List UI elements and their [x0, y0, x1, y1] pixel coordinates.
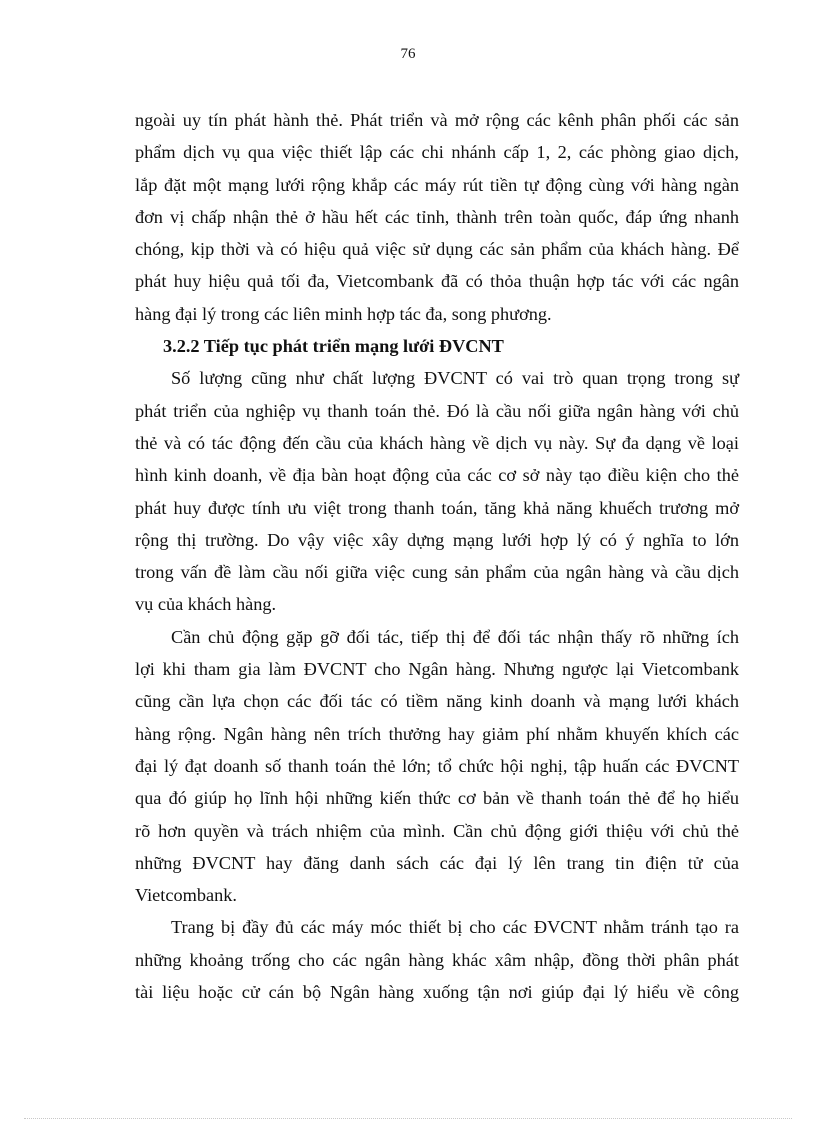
text-line: Cần chủ động gặp gỡ đối tác, tiếp thị để đối tác nhận thấy rõ những ích [171, 626, 739, 647]
text-line: lợi khi tham gia làm ĐVCNT cho Ngân hàng. Nhưng ngược lại Vietcombank [135, 659, 739, 680]
text-line: tài liệu hoặc cử cán bộ Ngân hàng xuống tận nơi giúp đại lý hiểu về công [135, 982, 739, 1003]
text-line: Trang bị đầy đủ các máy móc thiết bị cho các ĐVCNT nhằm tránh tạo ra [171, 917, 739, 938]
page-number: 76 [400, 46, 416, 62]
text-line: trong vấn đề làm cầu nối giữa việc cung sản phẩm của ngân hàng và cầu dịch [135, 562, 739, 583]
page-bottom-border [24, 1118, 792, 1119]
text-line: những ĐVCNT hay đăng danh sách các đại lý lên trang tin điện tử của [135, 852, 739, 873]
text-line: Vietcombank. [135, 885, 237, 906]
text-line: hàng rộng. Ngân hàng nên trích thưởng hay giảm phí nhằm khuyến khích các [135, 723, 739, 744]
text-line: phẩm dịch vụ qua việc thiết lập các chi nhánh cấp 1, 2, các phòng giao dịch, [135, 142, 739, 163]
text-line: phát huy hiệu quả tối đa, Vietcombank đã có thỏa thuận hợp tác với các ngân [135, 271, 739, 292]
document-body [135, 104, 739, 1008]
text-line: rộng thị trường. Do vậy việc xây dựng mạng lưới hợp lý có ý nghĩa to lớn [135, 529, 739, 550]
text-line: lắp đặt một mạng lưới rộng khắp các máy rút tiền tự động cùng với hàng ngàn [135, 174, 739, 195]
text-line: thẻ và có tác động đến cầu của khách hàng về dịch vụ này. Sự đa dạng về loại [135, 432, 739, 453]
text-line: những khoảng trống cho các ngân hàng khác xâm nhập, đồng thời phân phát [135, 949, 739, 970]
text-line: phát huy được tính ưu việt trong thanh toán, tăng khả năng khuếch trương mở [135, 497, 739, 518]
text-line: cũng cần lựa chọn các đối tác có tiềm năng kinh doanh và mạng lưới khách [135, 691, 739, 712]
text-line: rõ hơn quyền và trách nhiệm của mình. Cần chủ động giới thiệu với chủ thẻ [135, 820, 739, 841]
text-line: chóng, kịp thời và có hiệu quả việc sử dụng các sản phẩm của khách hàng. Để [135, 239, 739, 260]
text-line: hàng đại lý trong các liên minh hợp tác đa, song phương. [135, 303, 552, 324]
text-line: đơn vị chấp nhận thẻ ở hầu hết các tỉnh, thành trên toàn quốc, đáp ứng nhanh [135, 206, 739, 227]
text-line: vụ của khách hàng. [135, 594, 277, 615]
text-line: ngoài uy tín phát hành thẻ. Phát triển và mở rộng các kênh phân phối các sản [135, 110, 739, 130]
section-heading: 3.2.2 Tiếp tục phát triển mạng lưới ĐVCNT [163, 336, 504, 357]
text-line: hình kinh doanh, về địa bàn hoạt động của các cơ sở này tạo điều kiện cho thẻ [135, 465, 739, 486]
text-line: phát triển của nghiệp vụ thanh toán thẻ. Đó là cầu nối giữa ngân hàng với chủ [135, 400, 739, 421]
text-line: đại lý đạt doanh số thanh toán thẻ lớn; tổ chức hội nghị, tập huấn các ĐVCNT [135, 755, 739, 776]
text-line: Số lượng cũng như chất lượng ĐVCNT có vai trò quan trọng trong sự [171, 368, 739, 389]
text-line: qua đó giúp họ lĩnh hội những kiến thức cơ bản về thanh toán thẻ để họ hiểu [135, 788, 739, 809]
